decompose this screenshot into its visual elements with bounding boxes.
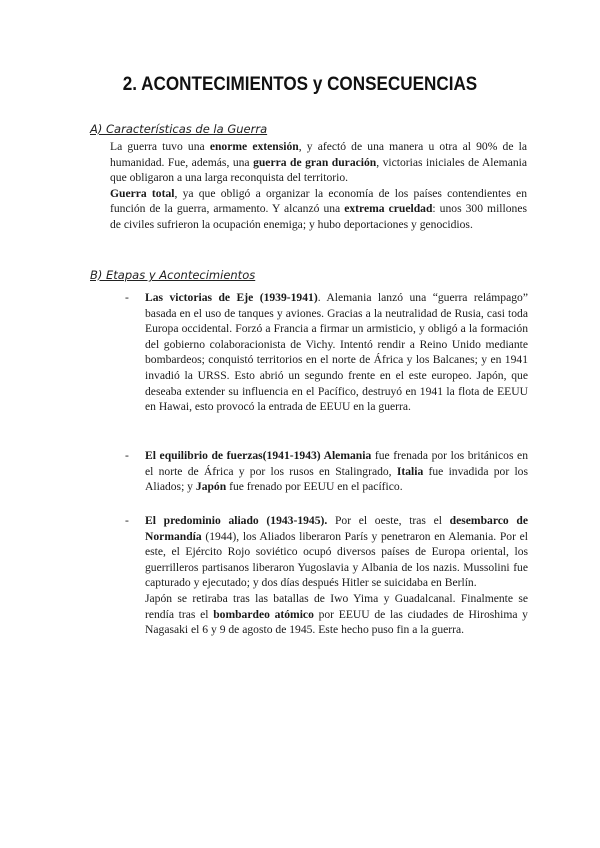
- text-run: fue frenada por los británicos en el norte de África y por los rusos en Stalingrado,: [145, 449, 529, 478]
- bullet-allied-predominance: [145, 513, 528, 638]
- text-run: por EEUU de las ciudades de Hiroshima y Nagasaki el 6 y 9 de agosto de 1945. Este hecho puso fin a la guerra.: [145, 607, 528, 637]
- bold-run: enorme extensión: [209, 140, 299, 153]
- bold-run: Las victorias de Eje (1939-1941): [145, 291, 318, 304]
- text-run: La guerra tuvo una: [110, 140, 210, 153]
- bullet-3-paragraph-2: [145, 591, 528, 638]
- text-run: Por el oeste, tras el: [327, 514, 450, 527]
- text-run: , ya que obligó a organizar la economía de los países contendientes en función de la guerra, armamento. Y alcanzó una: [110, 186, 528, 216]
- page-title: 2. ACONTECIMIENTOS y CONSECUENCIAS: [122, 74, 478, 95]
- bullet-dash-2: -: [125, 449, 129, 462]
- section-a-heading: A) Características de la Guerra: [90, 122, 268, 136]
- text-run: fue invadida por los Aliados; y: [145, 464, 528, 494]
- bold-run: extrema crueldad: [344, 202, 433, 216]
- bullet-force-balance: [145, 448, 528, 495]
- bold-run: bombardeo atómico: [213, 607, 314, 621]
- text-run: (1944), los Aliados liberaron París y penetraron en Alemania. Por el este, el Ejército Rojo soviético ocupó diversos países de Europa oriental, los guerrilleros partisanos liberaron Yugoslavia y Albania de los nazis. Mussolini fue capturado y ejecutado; y dos días después Hitler se suicidaba en Berlín.: [145, 529, 528, 590]
- bullet-eje-victories: [145, 290, 528, 415]
- text-run: Japón se retiraba tras las batallas de Iwo Yima y Guadalcanal. Finalmente se rendía tras el: [145, 591, 528, 621]
- text-run: , victorias iniciales de Alemania que obligaron a una larga reconquista del territorio.: [110, 155, 528, 185]
- bold-run: Guerra total: [110, 186, 175, 200]
- bullet-1-text: [145, 290, 528, 415]
- section-a-body: [110, 139, 527, 233]
- section-a-paragraph-1: [110, 139, 527, 186]
- text-run: fue frenado por EEUU en el pacífico.: [226, 480, 403, 494]
- bold-run: desembarco de Normandía: [145, 514, 528, 543]
- bullet-2-text: [145, 448, 528, 495]
- section-a-paragraph-2: [110, 186, 527, 233]
- text-run: , y afectó de una manera u otra al 90% de la humanidad. Fue, además, una: [110, 140, 527, 169]
- bullet-3-paragraph-1: [145, 513, 528, 591]
- bold-run: El equilibrio de fuerzas(1941-1943) Alemania: [145, 449, 372, 462]
- bold-run: El predominio aliado (1943-1945).: [145, 514, 328, 527]
- text-run: : unos 300 millones de civiles sufrieron la ocupación enemiga; y hubo deportaciones y genocidios.: [110, 202, 527, 231]
- section-b-heading: B) Etapas y Acontecimientos: [90, 268, 256, 282]
- bullet-dash-3: -: [125, 514, 129, 527]
- bullet-dash-1: -: [125, 291, 129, 304]
- bold-run: Italia: [396, 464, 424, 478]
- text-run: . Alemania lanzó una “guerra relámpago” basada en el uso de tanques y aviones. Gracias a la neutralidad de Rusia, casi toda Europa occidental. Forzó a Francia a firmar un armisticio, y obligó a la formación del gobierno colaboracionista de Vichy. Intentó rendir a Reino Unido mediante bombardeos; conquistó territorios en el norte de África y los Balcanes; y en 1941 invadió la URSS. Esto abrió un segundo frente en el este europeo. Japón, que deseaba extender su influencia en el Pacífico, destruyó en 1941 la flota de EEUU en Hawai, esto provocó la entrada de EEUU en la guerra.: [145, 291, 528, 414]
- bold-run: Japón: [195, 480, 227, 494]
- bold-run: guerra de gran duración: [253, 155, 377, 169]
